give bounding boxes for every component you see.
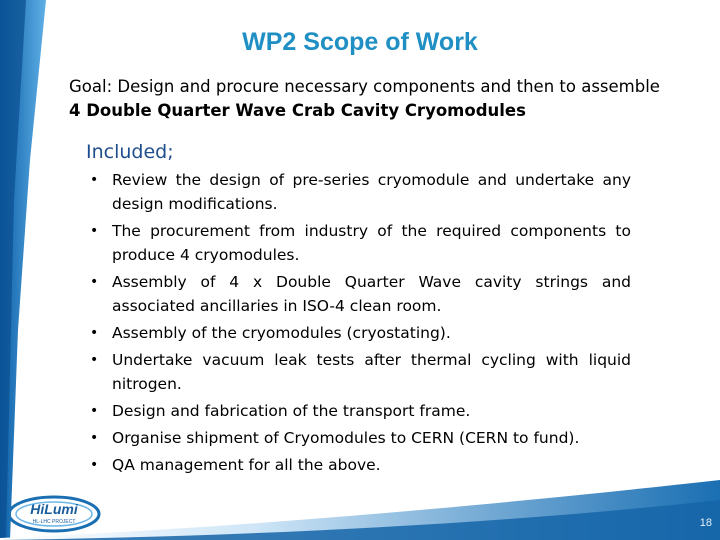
list-item [86, 348, 631, 396]
list-item [86, 399, 631, 423]
list-item [86, 168, 631, 216]
bullet-icon: • [90, 325, 99, 341]
list-item [86, 270, 631, 318]
bullet-text: QA management for all the above. [112, 456, 381, 474]
left-decorative-band [0, 0, 46, 540]
included-heading: Included; [86, 141, 174, 163]
bullet-icon: • [90, 403, 99, 419]
goal-statement [69, 75, 669, 123]
bullet-icon: • [90, 457, 99, 473]
bullet-text: Assembly of the cryomodules (cryostating). [112, 324, 451, 342]
bullet-icon: • [90, 172, 99, 188]
page-number: 18 [699, 517, 712, 529]
bottom-decorative-band [0, 480, 720, 540]
hilumi-logo [6, 492, 102, 534]
list-item [86, 453, 631, 477]
bullet-text: Design and fabrication of the transport frame. [112, 402, 471, 420]
list-item [86, 219, 631, 267]
bullet-icon: • [90, 352, 99, 368]
scope-bullet-list [86, 168, 631, 480]
slide-title: WP2 Scope of Work [242, 28, 478, 56]
bullet-text: The procurement from industry of the required components to produce 4 cryomodules. [112, 222, 631, 264]
goal-bold-text: 4 Double Quarter Wave Crab Cavity Cryomodules [69, 101, 526, 120]
list-item [86, 321, 631, 345]
logo-sub: HL-LHC PROJECT [32, 519, 76, 525]
logo-name: HiLumi [30, 501, 78, 517]
bullet-icon: • [90, 430, 99, 446]
bullet-text: Undertake vacuum leak tests after thermal cycling with liquid nitrogen. [112, 351, 631, 393]
goal-text: Goal: Design and procure necessary components and then to assemble [69, 77, 660, 96]
list-item [86, 426, 631, 450]
bullet-text: Review the design of pre-series cryomodule and undertake any design modifications. [112, 171, 631, 213]
bullet-text: Organise shipment of Cryomodules to CERN (CERN to fund). [112, 429, 580, 447]
bullet-text: Assembly of 4 x Double Quarter Wave cavity strings and associated ancillaries in ISO-4 clean room. [112, 273, 631, 315]
bullet-icon: • [90, 223, 99, 239]
bullet-icon: • [90, 274, 99, 290]
